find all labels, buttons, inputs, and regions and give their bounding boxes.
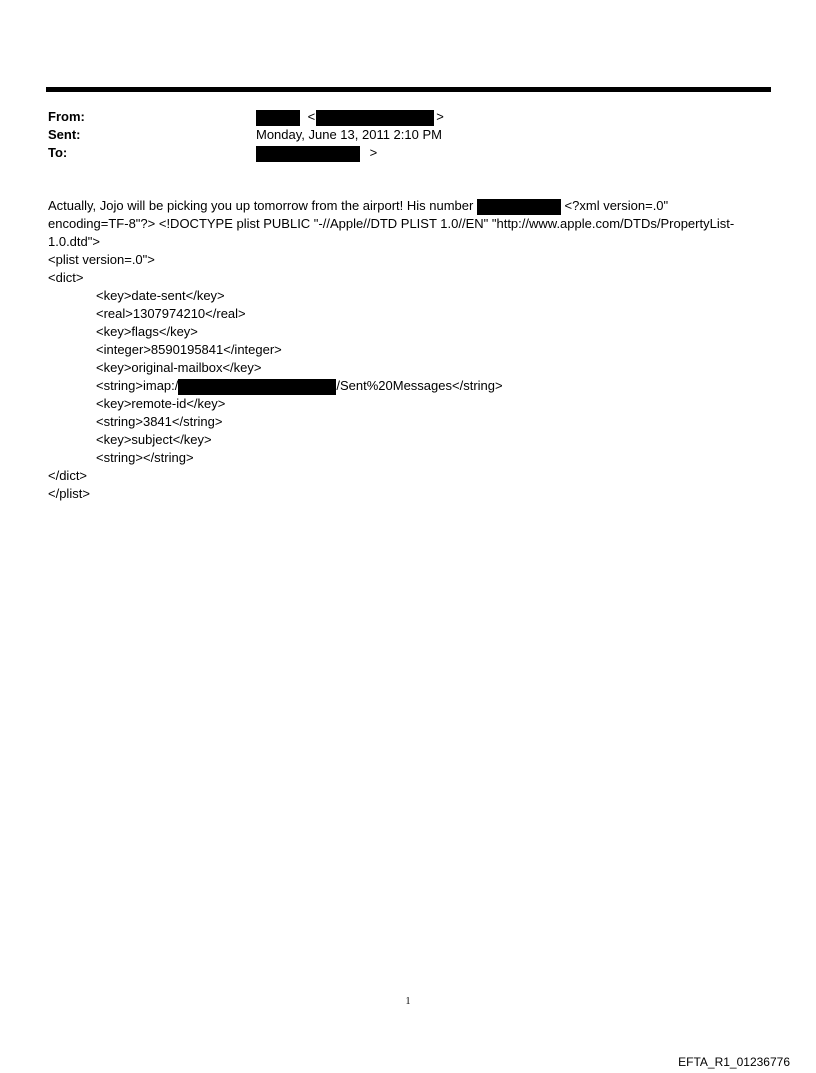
sent-value: Monday, June 13, 2011 2:10 PM xyxy=(256,127,442,142)
dict-line: <integer>8590195841</integer> xyxy=(96,342,282,357)
sent-label: Sent: xyxy=(48,127,81,142)
dict-open: <dict> xyxy=(48,270,84,285)
redacted-phone-number xyxy=(477,199,561,215)
redacted-sender-name xyxy=(256,110,300,126)
from-label: From: xyxy=(48,109,85,124)
page-number: 1 xyxy=(405,996,411,1007)
dict-line: <key>date-sent</key> xyxy=(96,288,225,303)
imap-prefix: <string>imap:/ xyxy=(96,378,179,393)
from-gt: > xyxy=(436,109,444,124)
body-line-1-text: Actually, Jojo will be picking you up tomorrow from the airport! His number xyxy=(48,198,477,213)
document-id: EFTA_R1_01236776 xyxy=(678,1055,790,1069)
body-line-2: encoding=TF-8"?> <!DOCTYPE plist PUBLIC "-//Apple//DTD PLIST 1.0//EN" "http://www.apple.com/DTDs/PropertyList- xyxy=(48,216,735,231)
redacted-recipient xyxy=(256,146,360,162)
to-label: To: xyxy=(48,145,68,160)
body-line-1-xml: <?xml version=.0" xyxy=(560,198,669,213)
imap-line xyxy=(48,377,770,395)
dict-line: <key>flags</key> xyxy=(96,324,198,339)
plist-open: <plist version=.0"> xyxy=(48,252,155,267)
from-value xyxy=(256,108,444,126)
dict-line: <key>remote-id</key> xyxy=(96,396,226,411)
from-lt: < xyxy=(307,109,316,124)
plist-close: </plist> xyxy=(48,486,90,501)
imap-suffix: /Sent%20Messages</string> xyxy=(336,378,503,393)
redacted-sender-email xyxy=(316,110,434,126)
body-line-1 xyxy=(48,197,770,215)
dict-close: </dict> xyxy=(48,468,88,483)
header-rule xyxy=(46,87,771,92)
dict-line: <key>original-mailbox</key> xyxy=(96,360,262,375)
dict-line: <real>1307974210</real> xyxy=(96,306,246,321)
to-value xyxy=(256,144,377,162)
body-line-3: 1.0.dtd"> xyxy=(48,234,100,249)
to-gt: > xyxy=(369,145,378,160)
dict-line: <string>3841</string> xyxy=(96,414,223,429)
email-body xyxy=(48,197,770,503)
dict-line: <string></string> xyxy=(96,450,194,465)
dict-line: <key>subject</key> xyxy=(96,432,212,447)
redacted-mailbox-path xyxy=(178,379,336,395)
